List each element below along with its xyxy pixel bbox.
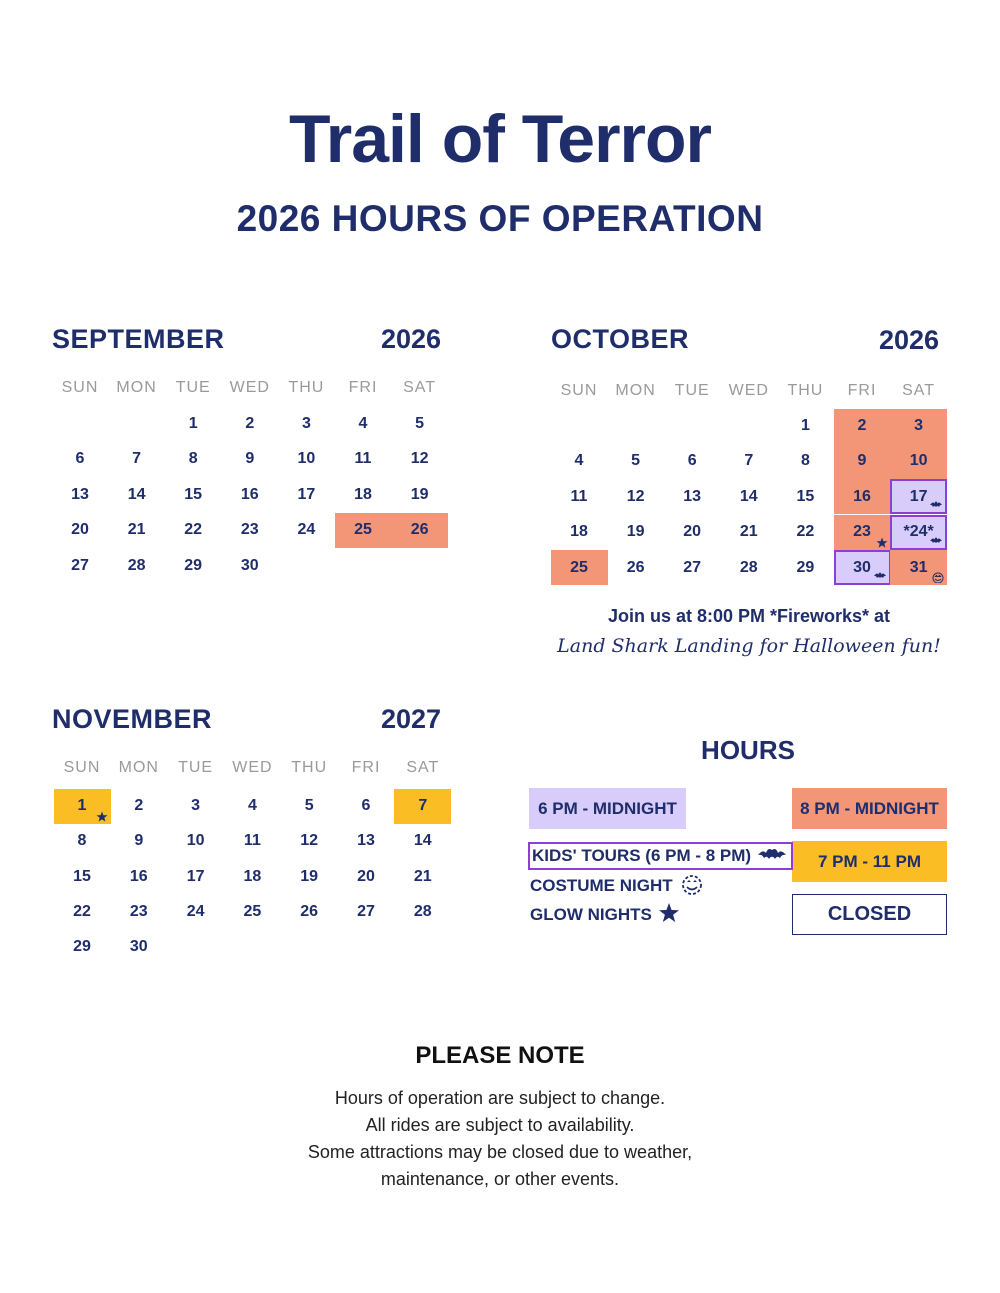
- day-number: 29: [184, 556, 203, 574]
- day-number: 30: [240, 556, 259, 574]
- day-number: 3: [301, 415, 311, 432]
- calendar-day: [391, 513, 448, 548]
- day-number: 30: [129, 938, 148, 956]
- day-number: 16: [240, 485, 259, 503]
- calendar-day: [54, 789, 111, 824]
- day-number: 10: [186, 832, 205, 850]
- star-icon: [96, 811, 108, 822]
- day-number: 14: [739, 487, 758, 505]
- day-number: 21: [739, 523, 758, 541]
- calendar-day: [834, 515, 891, 550]
- day-number: 20: [683, 523, 702, 541]
- day-number: 28: [127, 556, 146, 574]
- calendar-day: [777, 479, 834, 514]
- calendar-day: [551, 515, 608, 550]
- calendar-day: [278, 442, 335, 477]
- calendar-day: [335, 407, 392, 442]
- calendar-day: [335, 442, 392, 477]
- day-number: 20: [357, 867, 375, 885]
- page-title: Trail of Terror: [288, 101, 712, 177]
- calendar-day: [54, 930, 111, 965]
- calendar-day: [221, 477, 278, 512]
- day-number: 26: [410, 521, 429, 539]
- weekday-header: TUE: [175, 379, 211, 396]
- weekday-header: TUE: [178, 759, 214, 776]
- calendar-day: [720, 479, 777, 514]
- day-number: 12: [300, 832, 319, 850]
- calendar-day: [281, 789, 338, 824]
- calendar-day: [52, 442, 109, 477]
- day-number: 29: [796, 558, 815, 576]
- note-line: maintenance, or other events.: [380, 1169, 620, 1189]
- day-number: 5: [415, 415, 425, 432]
- weekday-header: SUN: [560, 382, 598, 399]
- calendar-day: [110, 894, 167, 929]
- calendar-day: [278, 477, 335, 512]
- day-number: 31: [909, 558, 928, 576]
- day-number: 28: [739, 558, 758, 576]
- day-number: 1: [77, 797, 87, 814]
- day-number: 26: [300, 902, 319, 920]
- legend-6pm-midnight: 6 PM - MIDNIGHT: [529, 788, 686, 829]
- day-number: 8: [188, 450, 198, 468]
- weekday-header: WED: [232, 759, 273, 776]
- calendar-day: [890, 550, 947, 585]
- calendar-day: [338, 894, 395, 929]
- calendar-day: [834, 444, 891, 479]
- legend-costume-night: [530, 874, 705, 898]
- day-number: 18: [354, 485, 372, 503]
- calendar-day: [52, 477, 109, 512]
- page-subtitle: 2026 HOURS OF OPERATION: [236, 198, 764, 239]
- day-number: 22: [796, 523, 815, 541]
- calendar-day: [52, 548, 109, 583]
- hours-legend-title: HOURS: [701, 735, 795, 765]
- calendar-day: [338, 789, 395, 824]
- calendar-day: [777, 444, 834, 479]
- calendar-day: [110, 824, 167, 859]
- star-icon: [658, 902, 680, 929]
- day-number: 14: [127, 485, 146, 503]
- calendar-day: [890, 444, 947, 479]
- day-number: 6: [361, 797, 371, 814]
- calendar-day: [110, 859, 167, 894]
- day-number: 3: [914, 417, 924, 434]
- note-line: Some attractions may be closed due to weather,: [307, 1142, 693, 1162]
- calendar-day: [281, 824, 338, 859]
- calendar-day: [391, 407, 448, 442]
- day-number: 17: [909, 487, 928, 505]
- day-number: 2: [134, 797, 144, 814]
- legend-7pm-11pm: 7 PM - 11 PM: [792, 841, 947, 882]
- weekday-header: SUN: [63, 759, 101, 776]
- day-number: 13: [683, 487, 702, 505]
- calendar-day: [551, 444, 608, 479]
- calendar-day: [335, 513, 392, 548]
- calendar-day: [165, 407, 222, 442]
- day-number: 27: [357, 902, 375, 920]
- calendar-day: [167, 789, 224, 824]
- day-number: 12: [410, 450, 429, 468]
- note-line: All rides are subject to availability.: [365, 1115, 635, 1135]
- calendar-day: [165, 513, 222, 548]
- day-number: 2: [857, 417, 867, 434]
- day-number: 8: [77, 832, 87, 850]
- day-number: 23: [853, 523, 871, 541]
- legend-8pm-midnight: 8 PM - MIDNIGHT: [792, 788, 947, 829]
- calendar-day: [108, 513, 165, 548]
- day-number: 28: [413, 902, 432, 920]
- calendar-day: [720, 444, 777, 479]
- calendar-day: [167, 859, 224, 894]
- day-number: 18: [243, 867, 262, 885]
- calendar-day: [54, 824, 111, 859]
- calendar-day: [777, 409, 834, 444]
- calendar-day: [834, 550, 891, 585]
- day-number: 26: [626, 558, 645, 576]
- day-number: 9: [134, 832, 144, 850]
- day-number: 1: [188, 415, 198, 432]
- day-number: 15: [796, 487, 815, 505]
- bat-icon: [930, 499, 942, 510]
- day-number: 24: [186, 902, 205, 920]
- day-number: 17: [186, 867, 205, 885]
- calendar-day: [221, 548, 278, 583]
- month-year: 2026: [381, 324, 442, 354]
- day-number: 13: [71, 485, 89, 503]
- legend-glow-nights: [530, 903, 680, 927]
- calendar-day: [224, 789, 281, 824]
- calendar-day: [777, 550, 834, 585]
- month-name: OCTOBER: [551, 324, 690, 354]
- calendar-day: [607, 550, 664, 585]
- day-number: 6: [687, 452, 697, 470]
- bat-icon: [757, 845, 787, 868]
- calendar-day: [224, 894, 281, 929]
- day-number: 8: [800, 452, 810, 470]
- day-number: 11: [570, 487, 588, 505]
- weekday-header: THU: [288, 379, 325, 396]
- day-number: 2: [245, 415, 255, 432]
- calendar-day: [221, 407, 278, 442]
- day-number: 4: [358, 415, 368, 432]
- legend-costume-night-label: COSTUME NIGHT: [530, 876, 673, 895]
- weekday-header: SAT: [403, 379, 437, 396]
- day-number: 16: [129, 867, 148, 885]
- calendar-day: [221, 442, 278, 477]
- bat-icon: [930, 535, 942, 546]
- day-number: 25: [570, 558, 588, 576]
- calendar-day: [52, 513, 109, 548]
- day-number: 15: [184, 485, 203, 503]
- note-line: Hours of operation are subject to change.: [334, 1088, 666, 1108]
- day-number: 19: [300, 867, 319, 885]
- calendar-day: [551, 550, 608, 585]
- calendar-day: [394, 789, 451, 824]
- day-number: 18: [570, 523, 588, 541]
- calendar-day: [720, 550, 777, 585]
- day-number: 11: [354, 450, 372, 468]
- day-number: 29: [73, 938, 91, 956]
- day-number: 10: [909, 452, 928, 470]
- weekday-header: WED: [229, 379, 270, 396]
- day-number: 4: [247, 797, 257, 814]
- weekday-header: TUE: [674, 382, 710, 399]
- calendar-day: [224, 859, 281, 894]
- day-number: 7: [418, 797, 428, 814]
- star-icon: [876, 537, 888, 548]
- day-number: 14: [413, 832, 432, 850]
- calendar-day: [777, 515, 834, 550]
- fireworks-note-line-2: Land Shark Landing for Halloween fun!: [557, 635, 941, 657]
- calendar-day: [834, 409, 891, 444]
- calendar-day: [890, 479, 947, 514]
- day-number: 19: [626, 523, 645, 541]
- calendar-day: [890, 515, 947, 550]
- day-number: 22: [184, 521, 203, 539]
- day-number: 25: [354, 521, 372, 539]
- calendar-day: [607, 479, 664, 514]
- month-name: SEPTEMBER: [52, 324, 225, 354]
- day-number: 25: [243, 902, 262, 920]
- day-number: 17: [297, 485, 316, 503]
- day-number: 3: [191, 797, 201, 814]
- day-number: 23: [129, 902, 148, 920]
- weekday-header: THU: [787, 382, 824, 399]
- weekday-header: MON: [116, 379, 157, 396]
- calendar-day: [54, 859, 111, 894]
- day-number: 6: [75, 450, 85, 468]
- calendar-day: [391, 442, 448, 477]
- calendar-day: [607, 444, 664, 479]
- calendar-day: [278, 407, 335, 442]
- day-number: 24: [297, 521, 316, 539]
- calendar-day: [221, 513, 278, 548]
- calendar-day: [108, 442, 165, 477]
- day-number: 13: [357, 832, 375, 850]
- day-number: 7: [132, 450, 142, 468]
- weekday-header: SAT: [406, 759, 440, 776]
- legend-kids-tours: [528, 842, 793, 870]
- calendar-day: [664, 515, 721, 550]
- weekday-header: WED: [728, 382, 769, 399]
- calendar-day: [394, 894, 451, 929]
- day-number: 9: [857, 452, 867, 470]
- day-number: 16: [853, 487, 871, 505]
- day-number: 20: [71, 521, 89, 539]
- calendar-day: [165, 442, 222, 477]
- calendar-day: [224, 824, 281, 859]
- day-number: 1: [800, 417, 810, 434]
- day-number: 15: [73, 867, 91, 885]
- month-name: NOVEMBER: [52, 704, 213, 734]
- weekday-header: FRI: [847, 382, 877, 399]
- pumpkin-icon: [932, 572, 944, 583]
- month-year: 2026: [879, 325, 940, 355]
- calendar-day: [551, 479, 608, 514]
- day-number: 21: [127, 521, 146, 539]
- calendar-day: [54, 894, 111, 929]
- weekday-header: MON: [118, 759, 159, 776]
- calendar-day: [890, 409, 947, 444]
- calendar-day: [108, 548, 165, 583]
- month-year: 2027: [381, 704, 442, 734]
- bat-icon: [874, 570, 886, 581]
- weekday-header: FRI: [348, 379, 378, 396]
- calendar-day: [108, 477, 165, 512]
- calendar-day: [607, 515, 664, 550]
- calendar-day: [338, 824, 395, 859]
- day-number: 5: [631, 452, 641, 470]
- calendar-day: [338, 859, 395, 894]
- weekday-header: FRI: [351, 759, 381, 776]
- day-number: 7: [744, 452, 754, 470]
- calendar-day: [281, 859, 338, 894]
- day-number: *24*: [903, 523, 934, 541]
- weekday-header: MON: [615, 382, 656, 399]
- day-number: 21: [413, 867, 432, 885]
- fireworks-note-line-1: Join us at 8:00 PM *Fireworks* at: [607, 606, 891, 626]
- day-number: 11: [243, 832, 261, 850]
- day-number: 12: [626, 487, 645, 505]
- calendar-day: [664, 444, 721, 479]
- calendar-day: [110, 789, 167, 824]
- calendar-day: [394, 859, 451, 894]
- calendar-day: [664, 479, 721, 514]
- legend-kids-tours-label: KIDS' TOURS (6 PM - 8 PM): [532, 846, 752, 865]
- pumpkin-icon: [679, 873, 705, 900]
- weekday-header: SUN: [61, 379, 99, 396]
- please-note-title: PLEASE NOTE: [415, 1042, 585, 1069]
- weekday-header: SAT: [902, 382, 936, 399]
- calendar-day: [165, 477, 222, 512]
- calendar-day: [165, 548, 222, 583]
- day-number: 19: [410, 485, 429, 503]
- day-number: 10: [297, 450, 316, 468]
- day-number: 23: [240, 521, 259, 539]
- calendar-day: [720, 515, 777, 550]
- legend-closed: CLOSED: [792, 894, 947, 935]
- calendar-day: [167, 824, 224, 859]
- legend-glow-nights-label: GLOW NIGHTS: [530, 905, 652, 924]
- calendar-day: [110, 930, 167, 965]
- calendar-day: [834, 479, 891, 514]
- weekday-header: THU: [291, 759, 328, 776]
- day-number: 22: [73, 902, 91, 920]
- calendar-day: [394, 824, 451, 859]
- calendar-day: [167, 894, 224, 929]
- calendar-day: [664, 550, 721, 585]
- day-number: 27: [683, 558, 702, 576]
- day-number: 30: [853, 558, 871, 576]
- calendar-day: [278, 513, 335, 548]
- day-number: 9: [245, 450, 255, 468]
- calendar-day: [391, 477, 448, 512]
- calendar-day: [335, 477, 392, 512]
- day-number: 27: [71, 556, 89, 574]
- day-number: 4: [574, 452, 584, 470]
- day-number: 5: [304, 797, 314, 814]
- calendar-day: [281, 894, 338, 929]
